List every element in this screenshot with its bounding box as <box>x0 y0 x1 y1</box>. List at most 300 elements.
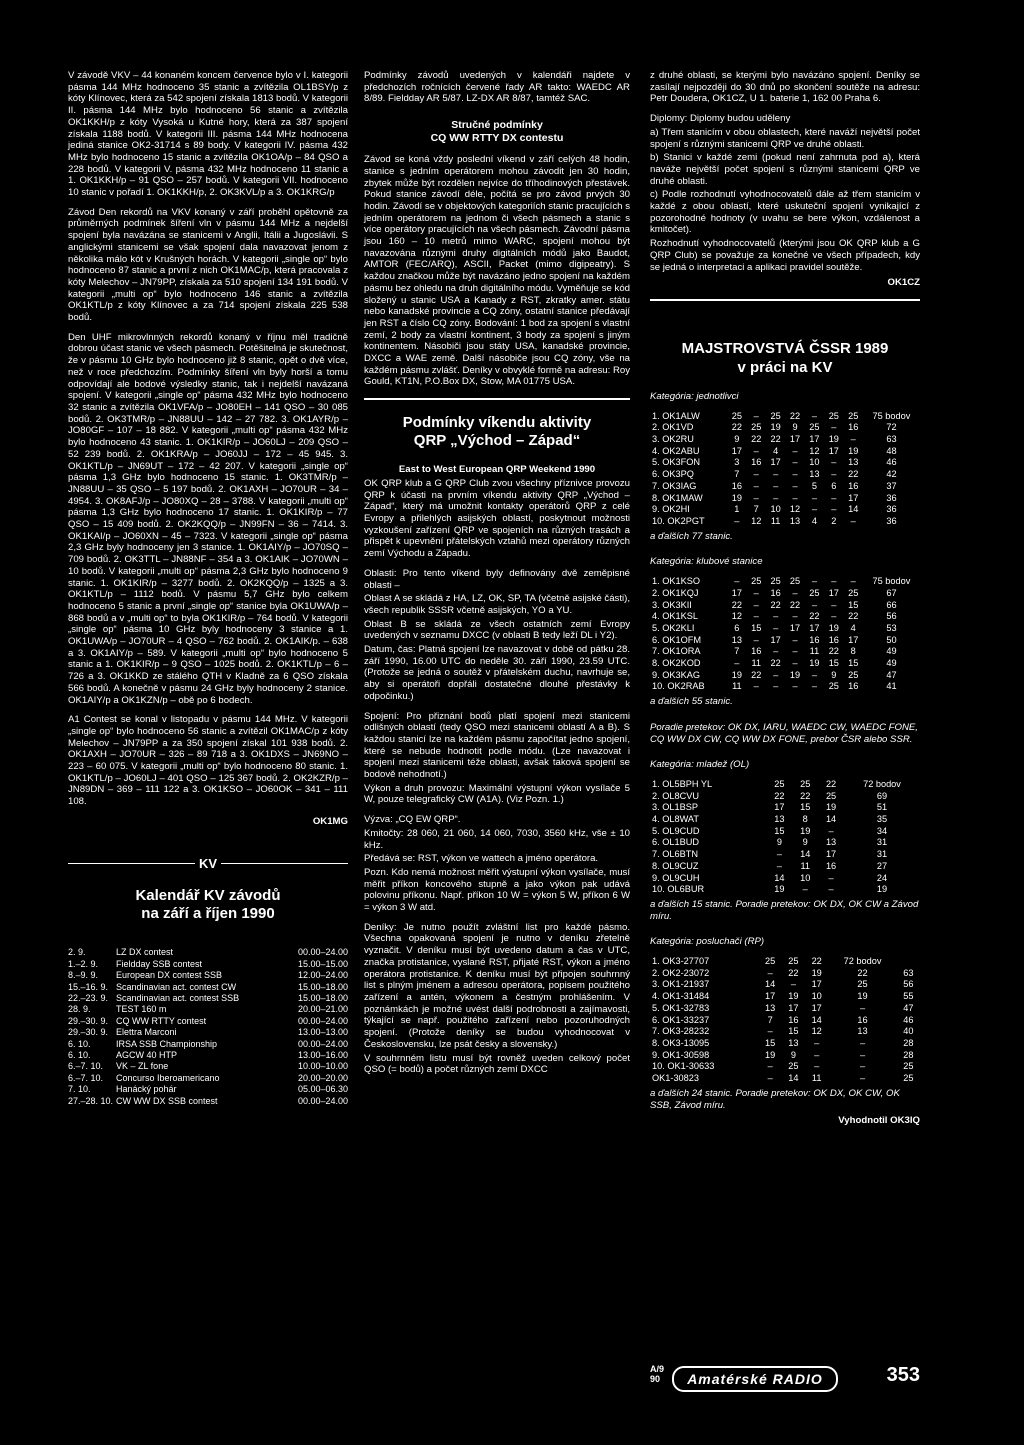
score-cell: – <box>753 469 759 480</box>
score-cell: – <box>811 576 817 587</box>
score-cell: 16 <box>825 860 837 871</box>
score-cell: 14 <box>765 979 776 990</box>
score-cell: – <box>828 884 834 895</box>
score-cell: 25 <box>848 410 859 421</box>
table-row <box>650 623 920 635</box>
score-cell: 19 <box>765 1049 776 1060</box>
score-cell: 19 <box>800 825 811 836</box>
score-cell: 5 <box>811 480 817 491</box>
station-cell: 8. OK2KOD <box>652 658 701 669</box>
table-row <box>650 826 920 838</box>
score-cell: 7 <box>753 504 759 515</box>
score-cell: 24 <box>876 872 888 883</box>
results-table-mladez <box>650 779 920 896</box>
score-cell: 11 <box>800 860 810 871</box>
score-cell: – <box>811 599 817 610</box>
score-cell: – <box>753 611 759 622</box>
score-cell: 16 <box>857 1014 868 1025</box>
station-cell: 3. OK1-21937 <box>652 979 710 990</box>
table-row <box>650 779 920 791</box>
predava-paragraph: Předává se: RST, výkon ve wattech a jméno operátora. <box>364 853 599 865</box>
calendar-date: 2. 9. <box>68 947 86 958</box>
table-row <box>650 979 920 991</box>
results-note: a ďalších 55 stanic. <box>650 696 733 708</box>
score-cell: 12 <box>731 611 742 622</box>
station-cell: 6. OK1OFM <box>652 634 702 645</box>
score-cell: 49 <box>886 646 897 657</box>
score-cell: 25 <box>809 587 820 598</box>
score-cell: 11 <box>732 681 742 692</box>
score-cell: – <box>814 1038 820 1048</box>
calendar-name: AGCW 40 HTP <box>116 1049 178 1060</box>
station-cell: 4. OK1-31484 <box>652 991 710 1002</box>
station-cell: 10. OK1-30633 <box>652 1061 715 1072</box>
score-cell: 16 <box>848 480 859 491</box>
station-cell: 1. OK3-27707 <box>652 956 710 967</box>
score-cell: 56 <box>903 979 914 990</box>
score-cell: 7 <box>767 1014 773 1025</box>
score-cell: 37 <box>886 480 897 491</box>
station-cell: 9. OK2HI <box>652 504 690 515</box>
a1-contest-paragraph: A1 Contest se konal v listopadu v pásmu 144 MHz. V kategorii „single op“ bylo hodnoceno 56 stanic a zvítězil OK1MAC/p z kóty Melechov – JN79PP a za 350 spojení získal 101 938 bodů. 2. OK1AXH – JO70UR – 326 – 89 718 a 3. OK1DXS – JN69NO – 223 – 60 075. V kategorii „multi op“ bylo hodnoceno 80 stanic. 1. OK1KTL/p – JO60LJ – 401 QSO – 125 367 bodů. 2. OK2KZR/p – JN89DN – 369 – 111 122 a 3. OK1KSO – JO60OK – 341 – 111 108. <box>68 714 348 808</box>
score-cell: 9 <box>790 1049 796 1060</box>
score-cell: 19 <box>828 434 839 445</box>
station-cell: 2. OK2-23072 <box>652 967 710 978</box>
score-cell: 11 <box>809 646 820 657</box>
score-cell: 48 <box>886 445 897 456</box>
score-cell: – <box>831 576 837 587</box>
calendar-title <box>68 887 348 923</box>
station-cell: 9. OK3KAG <box>652 669 701 680</box>
score-cell: 6 <box>734 622 740 633</box>
score-cell: – <box>831 469 837 480</box>
score-cell: 15 <box>800 802 811 813</box>
issue-number-top: A/9 <box>650 1364 665 1374</box>
score-cell: 25 <box>774 778 785 789</box>
score-cell: – <box>773 681 779 692</box>
station-cell: 3. OK3KII <box>652 599 692 610</box>
score-cell: 14 <box>811 1014 822 1025</box>
score-cell: 17 <box>770 457 781 468</box>
datum-paragraph: Datum, čas: Platná spojení lze navazovat v době od pátku 28. září 1990, 16.00 UTC do neděle 30. září 1990, 23.59 UTC. (Protože se jedná o soutěž v přátelském duchu, navrhuje se, aby si operátoři dopřáli dostatečné dlouhé přestávky k odpočinku.) <box>364 644 630 702</box>
calendar-time: 00.00–24.00 <box>297 1095 348 1106</box>
score-cell: – <box>767 1026 773 1037</box>
score-cell: 22 <box>789 410 801 421</box>
station-cell: 3. OK2RU <box>652 434 694 445</box>
calendar-row <box>68 1061 348 1072</box>
spojeni-paragraph: Spojení: Pro přiznání bodů platí spojení mezi stanicemi odlišných oblastí (tedy QSO mezi stanicemi oblastí A a B). S každou stanicí lze na každém pásmu započítat jedno spojení, které se nebude hodnotit podle módu. (Lze navazovat i spojení mezi stanicemi téže oblasti, avšak taková spojení se bodově nehodnotí.) <box>364 710 630 781</box>
calendar-time: 20.00–21.00 <box>297 1004 348 1015</box>
calendar-date: 27.–28. 10. <box>68 1095 114 1106</box>
score-cell: – <box>773 480 779 491</box>
score-cell: – <box>773 469 779 480</box>
score-cell: 16 <box>751 646 762 657</box>
score-cell: 10 <box>809 457 820 468</box>
score-cell: 19 <box>731 669 742 680</box>
score-cell: 25 <box>731 410 742 421</box>
score-cell: 8 <box>850 646 856 657</box>
score-cell: 22 <box>848 469 859 480</box>
score-cell: 13 <box>809 469 820 480</box>
calendar-row <box>68 1073 348 1084</box>
table-row <box>650 576 920 588</box>
podminky-paragraph: Podmínky závodů uvedených v kalendáři najdete v předchozích ročnících červené řady AR takto: WAEDC AR 8/89. Fieldday AR 5/87. LZ-DX AR 8/87, tamtéž SAC. <box>364 70 630 105</box>
calendar-date: 15.–16. 9. <box>68 981 109 992</box>
table-row <box>650 1038 920 1050</box>
score-cell: 17 <box>811 979 822 990</box>
score-cell: 12 <box>809 445 820 456</box>
score-cell: 17 <box>828 445 839 456</box>
score-cell: 11 <box>770 515 781 526</box>
score-cell: 16 <box>828 634 839 645</box>
score-cell: 47 <box>903 1002 914 1013</box>
station-cell: 5. OL9CUD <box>652 825 700 836</box>
score-cell: 16 <box>788 1014 799 1025</box>
score-cell: 7 <box>734 469 740 480</box>
score-cell: 25 <box>770 576 781 587</box>
results-note: a ďalších 77 stanic. <box>650 530 733 542</box>
calendar-name: Scandinavian act. contest SSB <box>116 992 240 1003</box>
table-row <box>650 469 920 481</box>
score-cell: 19 <box>788 991 799 1002</box>
calendar-row <box>68 1084 348 1095</box>
score-cell: 16 <box>848 681 859 692</box>
score-cell: 17 <box>789 622 801 633</box>
divider <box>650 299 920 301</box>
calendar-row <box>68 1016 348 1027</box>
score-cell: 17 <box>828 587 839 598</box>
table-row <box>650 646 920 658</box>
score-cell: 25 <box>809 422 820 433</box>
score-cell: – <box>792 445 798 456</box>
table-row <box>650 681 920 693</box>
results-table-klubove <box>650 576 920 693</box>
diplom-c-paragraph: c) Podle rozhodnutí vyhodnocovatelů dále až třem stanicím v každé z obou oblastí, které uskuteční spojení vynikající z pozorohodné hodnoty (v uvahu se bere výkon, vzdálenost a kmitočet). <box>650 189 920 236</box>
score-cell: – <box>753 634 759 645</box>
table-row <box>650 422 920 434</box>
score-cell: 17 <box>788 1002 799 1013</box>
calendar-time: 00.00–24.00 <box>297 947 348 958</box>
score-cell: – <box>850 515 856 526</box>
score-cell: – <box>773 646 779 657</box>
score-cell: – <box>753 599 759 610</box>
oblast-a-paragraph: Oblast A se skládá z HA, LZ, OK, SP, TA (včetně asijské části), všech republik SSSR včetně asijských, YO a YU. <box>364 593 630 616</box>
signature-ok1mg: OK1MG <box>312 815 348 827</box>
score-cell: – <box>811 504 817 515</box>
score-cell: – <box>828 825 834 836</box>
score-cell: 22 <box>770 434 781 445</box>
table-row <box>650 1026 920 1038</box>
table-row <box>650 670 920 682</box>
score-cell: 15 <box>848 599 859 610</box>
score-cell: 67 <box>886 587 897 598</box>
score-cell: 19 <box>876 884 888 895</box>
column-2 <box>364 70 630 1084</box>
table-row <box>650 600 920 612</box>
calendar-name: Hanácký pohár <box>116 1084 177 1095</box>
score-cell: – <box>850 576 856 587</box>
deniky-paragraph: Deníky: Je nutno použít zvláštní list pro každé pásmo. Všechna opakovaná spojení je nutno v deníku zřetelně vyznačit. V deníku musí být uvedeno datum a čas v UTC, značka protistanice, vyslané RST, přijaté RST, výkon a jméno operátora protistanice. K deníku musí být připojen souhrnný list s plným jménem a adresou operátora, popisem použitého zařízení a antén, výkonem a čestným prohlášením. V poznámkách je možné uvést další podrobnosti a zajímavosti, týkající se např. použitého zařízení nebo pozoruhodných spojení. (Protože deníky se budou vyhodnocovat v Československu, lze psát česky a slovensky.) <box>364 921 630 1050</box>
station-cell: 1. OK1KSO <box>652 576 701 587</box>
poradie-pretekov-note: Poradie pretekov: OK DX, IARU, WAEDC CW, WAEDC FONE, CQ WW DX CW, CQ WW DX FONE, prebor ČSR alebo SSR. <box>650 721 918 745</box>
score-cell: 22 <box>751 434 762 445</box>
score-cell: 28 <box>903 1038 914 1048</box>
score-cell: – <box>859 1002 866 1013</box>
calendar-name: LZ DX contest <box>116 947 174 958</box>
station-cell: 5. OK3FON <box>652 457 700 468</box>
score-cell: – <box>792 480 798 491</box>
table-row <box>650 1003 920 1015</box>
station-cell: 10. OL6BUR <box>652 884 705 895</box>
score-cell: 25 <box>828 681 839 692</box>
score-cell: 25 <box>765 956 776 967</box>
score-cell: – <box>811 410 817 421</box>
calendar-name: VK – ZL fone <box>116 1061 169 1072</box>
score-cell: 28 <box>903 1049 914 1060</box>
qrp-intro-paragraph: OK QRP klub a G QRP Club zvou všechny příznivce provozu QRP k účasti na prvním víkendu aktivity QRP „Východ – Západ“, který má umožnit kontakty operátorů QRP z celé Evropy a přilehlých asijských oblastí, poskytnout možnosti vyzkoušení zařízení QRP ve spojeních na různých trasách a přispět k upevnění přátelských vztahů mezi operátory různých zemí Východu a Západu. <box>364 477 630 560</box>
majstrovstva-heading <box>650 339 920 377</box>
score-cell: 19 <box>857 991 868 1002</box>
score-cell: 35 <box>876 814 888 825</box>
score-cell: 42 <box>886 469 897 480</box>
table-row <box>650 658 920 670</box>
score-cell: 17 <box>774 802 785 813</box>
score-cell: 4 <box>773 445 779 456</box>
score-cell: – <box>792 658 798 669</box>
score-cell: 14 <box>848 504 859 515</box>
score-cell: 10 <box>770 504 781 515</box>
rule-line-right <box>221 863 348 864</box>
table-row <box>650 611 920 623</box>
score-cell: 46 <box>886 457 897 468</box>
table-row <box>650 791 920 803</box>
calendar-name: IRSA SSB Championship <box>116 1038 218 1049</box>
score-cell: – <box>773 669 779 680</box>
score-cell: 11 <box>811 1073 822 1084</box>
calendar-time: 13.00–16.00 <box>297 1049 348 1060</box>
score-cell: 72 bodov <box>863 778 901 789</box>
score-cell: 12 <box>789 504 801 515</box>
calendar-name: Fieldday SSB contest <box>116 958 203 969</box>
score-cell: – <box>811 492 817 503</box>
score-cell: 19 <box>770 422 781 433</box>
station-cell: 9. OL9CUH <box>652 872 700 883</box>
calendar-row <box>68 982 348 993</box>
score-cell: – <box>767 967 773 978</box>
rule-line-left <box>68 863 195 864</box>
score-cell: 22 <box>828 646 839 657</box>
qrp-heading-line-1: Podmínky víkendu aktivity <box>402 414 592 432</box>
score-cell: 22 <box>811 956 822 967</box>
score-cell: 9 <box>831 669 837 680</box>
score-cell: 75 bodov <box>872 576 911 587</box>
score-cell: 63 <box>903 967 914 978</box>
score-cell: – <box>776 860 782 871</box>
score-cell: – <box>792 611 798 622</box>
calendar-row <box>68 947 348 958</box>
calendar-row <box>68 1096 348 1107</box>
score-cell: 13 <box>789 515 801 526</box>
kmitocty-paragraph: Kmitočty: 28 060, 21 060, 14 060, 7030, 3560 kHz, vše ± 10 kHz. <box>364 827 630 851</box>
diplom-b-paragraph: b) Stanici v každé zemi (pokud není zahrnuta pod a), která naváže největší počet spojení s různými stanicemi QRP ve druhé oblasti. <box>650 152 920 187</box>
station-cell: 2. OL8CVU <box>652 790 699 801</box>
score-cell: 19 <box>811 967 822 978</box>
score-cell: 7 <box>734 646 740 657</box>
score-cell: 19 <box>848 445 859 456</box>
score-cell: 25 <box>903 1061 914 1072</box>
majstrovstva-heading-line-1: MAJSTROVSTVÁ ČSSR 1989 <box>681 339 889 357</box>
station-cell: 6. OL1BUD <box>652 837 699 848</box>
score-cell: – <box>850 434 856 445</box>
table-row <box>650 1061 920 1073</box>
score-cell: 49 <box>886 658 897 669</box>
table-row <box>650 1073 920 1085</box>
score-cell: 14 <box>788 1073 799 1084</box>
score-cell: 14 <box>825 814 837 825</box>
page-footer <box>650 1358 920 1398</box>
score-cell: – <box>753 480 759 491</box>
score-cell: 63 <box>886 434 897 445</box>
score-cell: 2 <box>831 515 837 526</box>
score-cell: – <box>802 884 808 895</box>
qrp-heading <box>364 414 630 450</box>
score-cell: 6 <box>831 480 837 491</box>
kv-section-rule <box>68 855 348 871</box>
score-cell: 25 <box>825 790 837 801</box>
calendar-date: 7. 10. <box>68 1084 91 1095</box>
table-row <box>650 873 920 885</box>
station-cell: 10. OK2PGT <box>652 515 705 526</box>
score-cell: – <box>859 1061 866 1072</box>
score-cell: – <box>792 469 798 480</box>
calendar-name: CW WW DX SSB contest <box>116 1095 218 1106</box>
score-cell: 16 <box>751 457 762 468</box>
issue-number-bottom: 90 <box>650 1374 661 1384</box>
calendar-row <box>68 1039 348 1050</box>
score-cell: 19 <box>828 622 839 633</box>
score-cell: 22 <box>789 599 801 610</box>
score-cell: 4 <box>811 515 817 526</box>
table-row <box>650 956 920 968</box>
calendar-date: 1.–2. 9. <box>68 958 99 969</box>
calendar-date: 28. 9. <box>68 1004 91 1015</box>
calendar-date: 6.–7. 10. <box>68 1061 104 1072</box>
score-cell: 34 <box>876 825 888 836</box>
adresa-paragraph: z druhé oblasti, se kterými bylo navázáno spojení. Deníky se zasílají nejpozději do 30 dnů po skončení soutěže na adresu: Petr Doudera, OK1CZ, U 1. baterie 1, 162 00 Praha 6. <box>650 70 920 105</box>
table-row <box>650 411 920 423</box>
score-cell: 13 <box>731 634 742 645</box>
score-cell: 55 <box>903 991 914 1002</box>
calendar-name: CQ WW RTTY contest <box>116 1015 207 1026</box>
table-row <box>650 837 920 849</box>
station-cell: 8. OL9CUZ <box>652 860 699 871</box>
station-cell: 6. OK3PQ <box>652 469 694 480</box>
score-cell: 72 <box>886 422 897 433</box>
calendar-time: 12.00–24.00 <box>297 970 348 981</box>
rozhodnuti-paragraph: Rozhodnutí vyhodnocovatelů (kterými jsou OK QRP klub a G QRP Club) se považuje za konečné ve všech případech, kdy se jedná o interpretaci a aplikaci pravidel soutěže. <box>650 238 920 273</box>
station-cell: 7. OK1ORA <box>652 646 701 657</box>
score-cell: 17 <box>848 634 859 645</box>
score-cell: – <box>792 457 798 468</box>
score-cell: – <box>831 422 837 433</box>
amaterske-radio-logo: Amatérské RADIO <box>672 1366 838 1392</box>
score-cell: 16 <box>809 634 820 645</box>
calendar-table <box>68 947 348 1107</box>
calendar-date: 6.–7. 10. <box>68 1072 104 1083</box>
table-row <box>650 968 920 980</box>
score-cell: 4 <box>850 622 856 633</box>
score-cell: 17 <box>789 434 801 445</box>
signature-ok3iq: Vyhodnotil OK3IQ <box>838 1115 920 1127</box>
station-cell: 3. OL1BSP <box>652 802 698 813</box>
score-cell: – <box>734 576 740 587</box>
score-cell: 19 <box>825 802 837 813</box>
vykon-paragraph: Výkon a druh provozu: Maximální výstupní výkon vysílače 5 W, pouze telegrafický CW (A1A). (Viz Pozn. 1.) <box>364 782 630 806</box>
score-cell: – <box>734 515 740 526</box>
station-cell: 4. OL8WAT <box>652 814 699 825</box>
score-cell: – <box>767 1061 773 1072</box>
score-cell: 17 <box>765 991 776 1002</box>
score-cell: 66 <box>886 599 897 610</box>
score-cell: 25 <box>828 410 839 421</box>
score-cell: – <box>753 492 759 503</box>
calendar-time: 15.00–18.00 <box>297 981 348 992</box>
table-row <box>650 991 920 1003</box>
category-label: Kategória: jednotlivci <box>650 390 739 402</box>
oblasti-paragraph: Oblasti: Pro tento víkend byly definovány dvě zeměpisné oblasti – <box>364 567 630 591</box>
score-cell: 9 <box>792 422 798 433</box>
calendar-date: 22.–23. 9. <box>68 992 109 1003</box>
score-cell: 10 <box>800 872 811 883</box>
station-cell: 4. OK2ABU <box>652 445 700 456</box>
calendar-row <box>68 1050 348 1061</box>
signature-ok1cz: OK1CZ <box>887 277 920 289</box>
calendar-time: 20.00–20.00 <box>297 1072 348 1083</box>
score-cell: 56 <box>886 611 897 622</box>
score-cell: – <box>792 587 798 598</box>
table-row <box>650 457 920 469</box>
calendar-title-line-1: Kalendář KV závodů <box>135 887 281 905</box>
calendar-name: TEST 160 m <box>116 1004 167 1015</box>
calendar-name: Concurso Iberoamericano <box>116 1072 220 1083</box>
divider <box>364 398 630 400</box>
calendar-time: 10.00–10.00 <box>297 1061 348 1072</box>
oblast-b-paragraph: Oblast B se skládá ze všech ostatních zemí Evropy uvedených v seznamu DXCC (v oblasti B tedy leží DL i Y2). <box>364 618 630 642</box>
souhrnny-list-paragraph: V souhrnném listu musí být rovněž uveden celkový počet QSO (= bodů) a počet různých zemí DXCC <box>364 1052 630 1076</box>
rtty-heading-line-1: Stručné podmínky <box>451 119 543 132</box>
calendar-row <box>68 970 348 981</box>
score-cell: 17 <box>809 434 820 445</box>
score-cell: – <box>753 445 759 456</box>
score-cell: 41 <box>886 681 897 692</box>
score-cell: 53 <box>886 622 897 633</box>
score-cell: – <box>814 1061 820 1072</box>
score-cell: 27 <box>876 860 888 871</box>
qrp-heading-line-2: QRP „Východ – Západ“ <box>413 432 581 450</box>
category-label: Kategória: posluchači (RP) <box>650 936 765 948</box>
page-number: 353 <box>886 1364 920 1386</box>
score-cell: 14 <box>800 849 811 860</box>
calendar-row <box>68 993 348 1004</box>
calendar-name: Scandinavian act. contest CW <box>116 981 237 992</box>
score-cell: – <box>792 681 798 692</box>
table-row <box>650 516 920 528</box>
station-cell: 2. OK1VD <box>652 422 694 433</box>
score-cell: 19 <box>774 884 785 895</box>
table-row <box>650 802 920 814</box>
score-cell: 22 <box>731 599 742 610</box>
score-cell: – <box>831 504 837 515</box>
